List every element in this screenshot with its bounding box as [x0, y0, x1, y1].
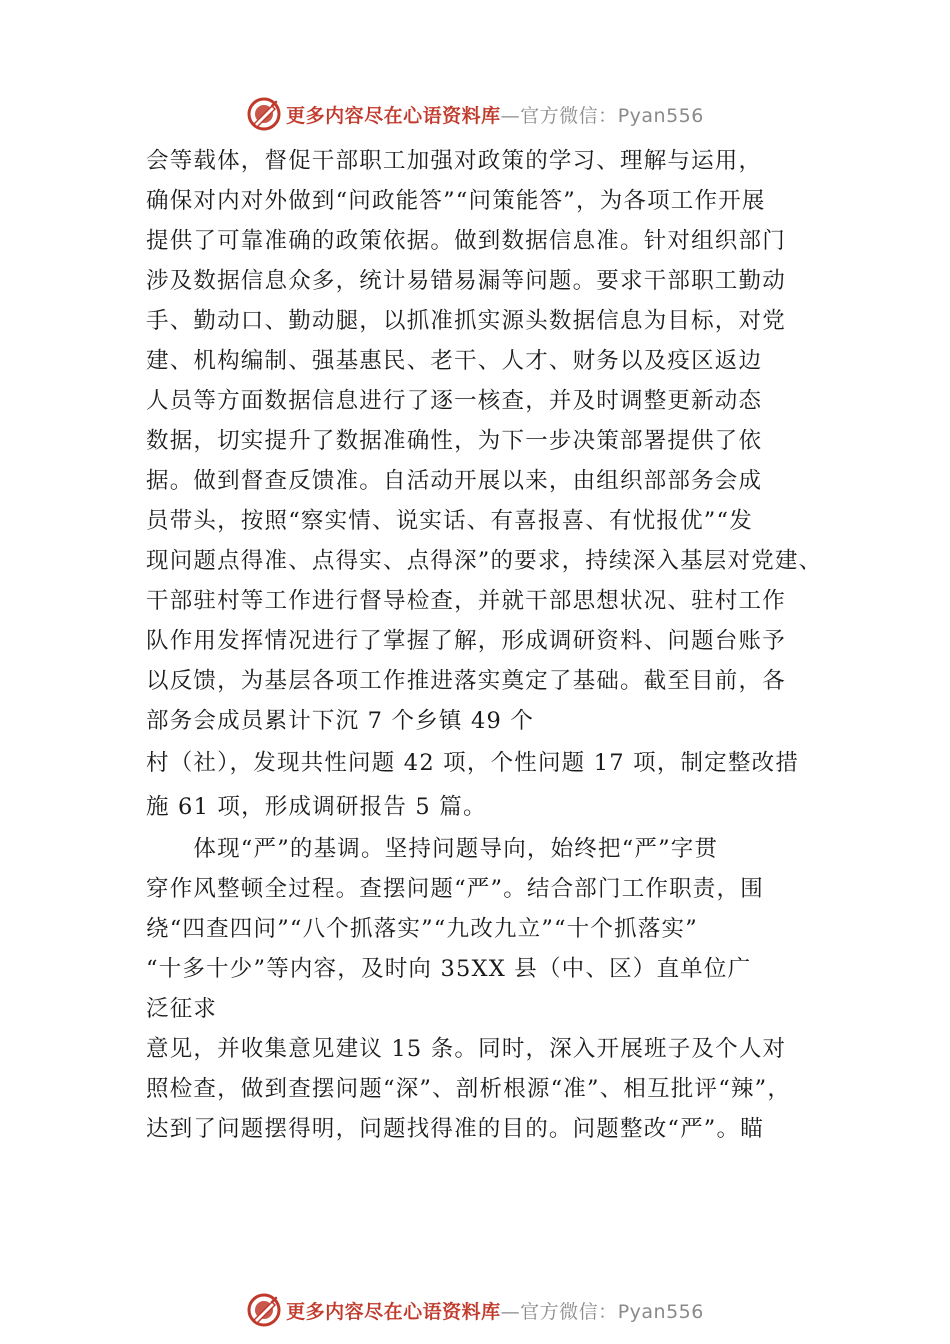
body-line: “十多十少”等内容，及时向 35XX 县（中、区）直单位广 [146, 956, 752, 982]
body-line: 干部驻村等工作进行督导检查，并就干部思想状况、驻村工作 [146, 588, 786, 614]
watermark-label: 官方微信： [520, 1300, 618, 1323]
watermark-id: Pyan556 [617, 1300, 704, 1323]
watermark-brand: 更多内容尽在心语资料库 [286, 104, 501, 127]
watermark-id: Pyan556 [617, 104, 704, 127]
body-line: 现问题点得准、点得实、点得深”的要求，持续深入基层对党建、 [146, 548, 823, 574]
body-line: 提供了可靠准确的政策依据。做到数据信息准。针对组织部门 [146, 228, 786, 254]
body-line: 建、机构编制、强基惠民、老干、人才、财务以及疫区返边 [146, 348, 763, 374]
watermark-label: 官方微信： [520, 104, 618, 127]
body-line: 照检查，做到查摆问题“深”、剖析根源“准”、相互批评“辣”， [146, 1076, 792, 1102]
body-line: 绕“四查四问”“八个抓落实”“九改九立”“十个抓落实” [146, 916, 698, 942]
body-line: 数据，切实提升了数据准确性，为下一步决策部署提供了依 [146, 428, 763, 454]
header-watermark [0, 94, 950, 134]
body-line: 人员等方面数据信息进行了逐一核查，并及时调整更新动态 [146, 388, 763, 414]
body-line: 意见，并收集意见建议 15 条。同时，深入开展班子及个人对 [146, 1036, 787, 1062]
body-line: 涉及数据信息众多，统计易错易漏等问题。要求干部职工勤动 [146, 268, 786, 294]
body-line: 穿作风整顿全过程。查摆问题“严”。结合部门工作职责，围 [146, 876, 764, 902]
body-line: 部务会成员累计下沉 7 个乡镇 49 个 [146, 708, 535, 734]
pen-seal-icon [246, 1292, 282, 1328]
body-line: 会等载体，督促干部职工加强对政策的学习、理解与运用， [146, 148, 763, 174]
body-line: 泛征求 [146, 996, 218, 1022]
body-line: 施 61 项，形成调研报告 5 篇。 [146, 794, 487, 820]
body-line: 体现“严”的基调。坚持问题导向，始终把“严”字贯 [146, 836, 719, 862]
body-line: 队作用发挥情况进行了掌握了解，形成调研资料、问题台账予 [146, 628, 786, 654]
watermark-dash: — [500, 104, 521, 127]
body-line: 村（社），发现共性问题 42 项，个性问题 17 项，制定整改措 [146, 750, 800, 776]
watermark-dash: — [500, 1300, 521, 1323]
body-line: 达到了问题摆得明，问题找得准的目的。问题整改“严”。瞄 [146, 1116, 764, 1142]
footer-watermark [0, 1290, 950, 1330]
body-line: 员带头，按照“察实情、说实话、有喜报喜、有忧报优”“发 [146, 508, 753, 534]
pen-seal-icon [246, 96, 282, 132]
body-line: 手、勤动口、勤动腿，以抓准抓实源头数据信息为目标，对党 [146, 308, 786, 334]
body-line: 以反馈，为基层各项工作推进落实奠定了基础。截至目前，各 [146, 668, 786, 694]
body-line: 确保对内对外做到“问政能答”“问策能答”，为各项工作开展 [146, 188, 766, 214]
body-line: 据。做到督查反馈准。自活动开展以来，由组织部部务会成 [146, 468, 763, 494]
watermark-brand: 更多内容尽在心语资料库 [286, 1300, 501, 1323]
